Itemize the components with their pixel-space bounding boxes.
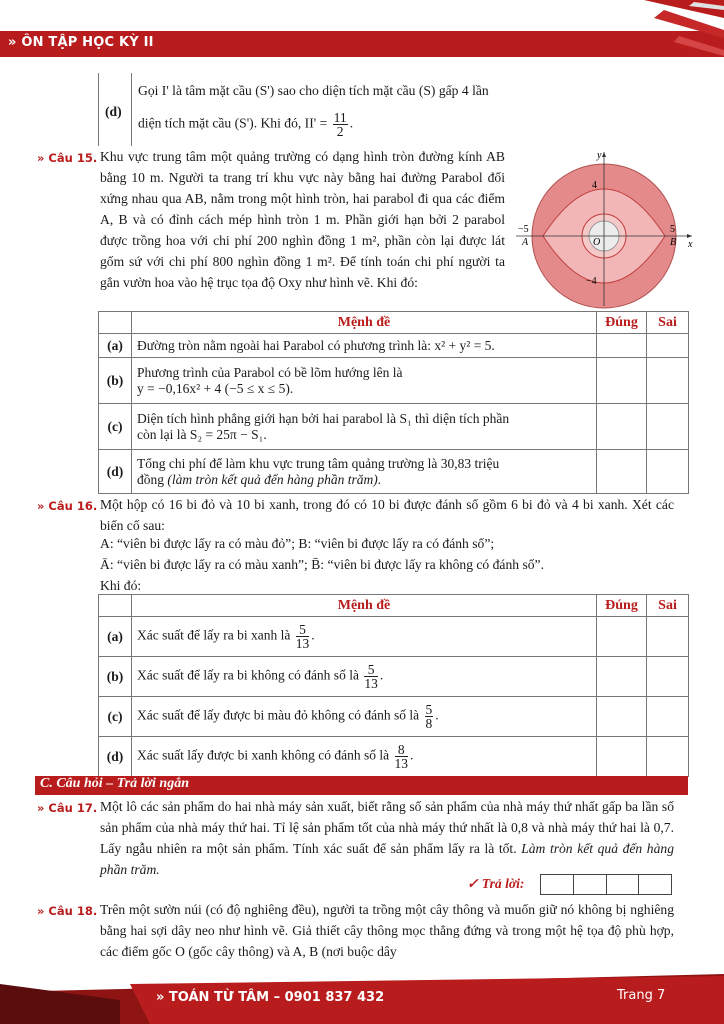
q16-text: Một hộp có 16 bi đỏ và 10 bi xanh, trong đó có 10 bi được đánh số gồm 6 bi đỏ và 4 bi xanh. Xét các biến cố sau:	[100, 497, 674, 533]
footer-contact: » TOÁN TỪ TÂM – 0901 837 432	[156, 990, 385, 1005]
q16-head-menhde: Mệnh đề	[132, 595, 597, 617]
false-cell[interactable]	[647, 404, 689, 450]
table-row: (b) Xác suất để lấy ra bi không có đánh số là $\frac{5}{13}$ .	[99, 657, 689, 697]
q15-label: » Câu 15.	[37, 151, 98, 165]
true-cell[interactable]	[597, 358, 647, 404]
false-cell[interactable]	[647, 697, 689, 737]
true-cell[interactable]	[597, 697, 647, 737]
q15-head-dung: Đúng	[597, 312, 647, 334]
true-cell[interactable]	[597, 334, 647, 358]
true-cell[interactable]	[597, 737, 647, 777]
false-cell[interactable]	[647, 334, 689, 358]
q18-text: Trên một sườn núi (có độ nghiêng đều), người ta trồng một cây thông và muốn giữ nó không bị nghiêng bằng hai sợi dây neo như hình vẽ. Giả thiết cây thông mọc thẳng đứng và trong một hệ tọa độ phù hợp, các điểm gốc O (gốc cây thông) và A, B (nơi buộc dây	[100, 902, 674, 959]
q15-head-sai: Sai	[647, 312, 689, 334]
page-number: Trang 7	[617, 988, 666, 1003]
true-cell[interactable]	[597, 657, 647, 697]
fig-label-left: −5	[518, 224, 529, 235]
q15-text: Khu vực trung tâm một quảng trường có dạng hình tròn đường kính AB bằng 10 m. Người ta trang trí khu vực này bằng hai đường Parabol đối xứng nhau qua AB, nằm trong một hình tròn, hai parabol đi qua các điểm A, B và có đỉnh cách mép hình tròn 1 m. Phần giới hạn bởi 2 parabol được trồng hoa với chi phí 200 nghìn đồng 1 m², phần còn lại được lát gốm sứ với chi phí 800 nghìn đồng 1 m². Để tính toán chi phí người ta gắn vườn hoa vào hệ trục tọa độ Oxy như hình vẽ. Khi đó:	[100, 149, 505, 290]
q16-table	[98, 594, 689, 777]
q15-a-text: Đường tròn nằm ngoài hai Parabol có phương trình là: x² + y² = 5.	[132, 334, 597, 358]
fig-label-y: y	[597, 150, 602, 161]
true-cell[interactable]	[597, 617, 647, 657]
header-title: » ÔN TẬP HỌC KỲ II	[8, 35, 154, 50]
q16-table-head	[99, 595, 689, 617]
q16-head-sai: Sai	[647, 595, 689, 617]
false-cell[interactable]	[647, 617, 689, 657]
false-cell[interactable]	[647, 737, 689, 777]
q15-table-head	[99, 312, 689, 334]
fig-label-A: A	[522, 237, 529, 248]
q16-label: » Câu 16.	[37, 499, 98, 513]
table-row: (d) Xác suất lấy được bi xanh không có đánh số là $\frac{8}{13}$ .	[99, 737, 689, 777]
table-row: (a) Xác suất để lấy ra bi xanh là $\frac{5}{13}$ .	[99, 617, 689, 657]
q16-head-dung: Đúng	[597, 595, 647, 617]
fig-label-right: 5	[670, 224, 675, 235]
q16-then: Khi đó:	[100, 578, 142, 593]
q17-text: Một lô các sản phẩm do hai nhà máy sản xuất, biết rằng số sản phẩm của nhà máy thứ nhất gấp ba lần số sản phẩm của nhà máy thứ hai. Tỉ lệ sản phẩm tốt của nhà máy thứ nhất là 0,8 và nhà máy thứ hai là 0,7. Lấy ngẫu nhiên ra một sản phẩm. Tính xác suất để sản phẩm lấy ra là tốt. Làm tròn kết quả đến hàng phần trăm.	[100, 799, 674, 877]
table-row: (b) Phương trình của Parabol có bề lõm hướng lên là y = −0,16x² + 4 (−5 ≤ x ≤ 5).	[99, 358, 689, 404]
fig-label-O: O	[593, 237, 601, 248]
true-cell[interactable]	[597, 404, 647, 450]
q17-label: » Câu 17.	[37, 801, 98, 815]
table-row: (c) Diện tích hình phẳng giới hạn bởi hai parabol là S₁ thì diện tích phần còn lại là S₂ = 25π − S₁.	[99, 404, 689, 450]
answer-input[interactable]	[540, 874, 672, 895]
q15-head-menhde: Mệnh đề	[132, 312, 597, 334]
false-cell[interactable]	[647, 657, 689, 697]
table-row: (a) Đường tròn nằm ngoài hai Parabol có phương trình là: x² + y² = 5.	[99, 334, 689, 358]
q17-answer-label: ✓ Trả lời:	[467, 876, 525, 891]
fig-label-B: B	[670, 237, 677, 248]
table-row: (d) Tổng chi phí để làm khu vực trung tâm quảng trường là 30,83 triệu đồng (làm tròn kết quả đến hàng phần trăm).	[99, 450, 689, 494]
section-c-title: C. Câu hỏi – Trả lời ngắn	[40, 776, 189, 791]
q16-events-2: Ā: “viên bi được lấy ra có màu xanh”; B̄: “viên bi được lấy ra không có đánh số”.	[100, 557, 544, 572]
fig-label-bottom: −4	[586, 276, 597, 287]
false-cell[interactable]	[647, 450, 689, 494]
q14-d-label: (d)	[105, 104, 122, 119]
corner-decoration	[584, 0, 724, 70]
parabola-figure	[512, 148, 696, 310]
q15-table	[98, 311, 689, 494]
fig-label-x: x	[688, 239, 693, 250]
q14-d-line1: Gọi I' là tâm mặt cầu (S') sao cho diện tích mặt cầu (S) gấp 4 lần	[138, 83, 489, 98]
q18-label: » Câu 18.	[37, 904, 98, 918]
table-row: (c) Xác suất để lấy được bi màu đỏ không có đánh số là $\frac{5}{8}$ .	[99, 697, 689, 737]
true-cell[interactable]	[597, 450, 647, 494]
false-cell[interactable]	[647, 358, 689, 404]
q14-d-line2: diện tích mặt cầu (S'). Khi đó, II' = $\frac{11}{2}$ .	[138, 110, 354, 139]
q14-d-row	[98, 73, 688, 146]
fig-label-top: 4	[592, 180, 597, 191]
q16-events-1: A: “viên bi được lấy ra có màu đỏ”; B: “viên bi được lấy ra có đánh số”;	[100, 536, 495, 551]
